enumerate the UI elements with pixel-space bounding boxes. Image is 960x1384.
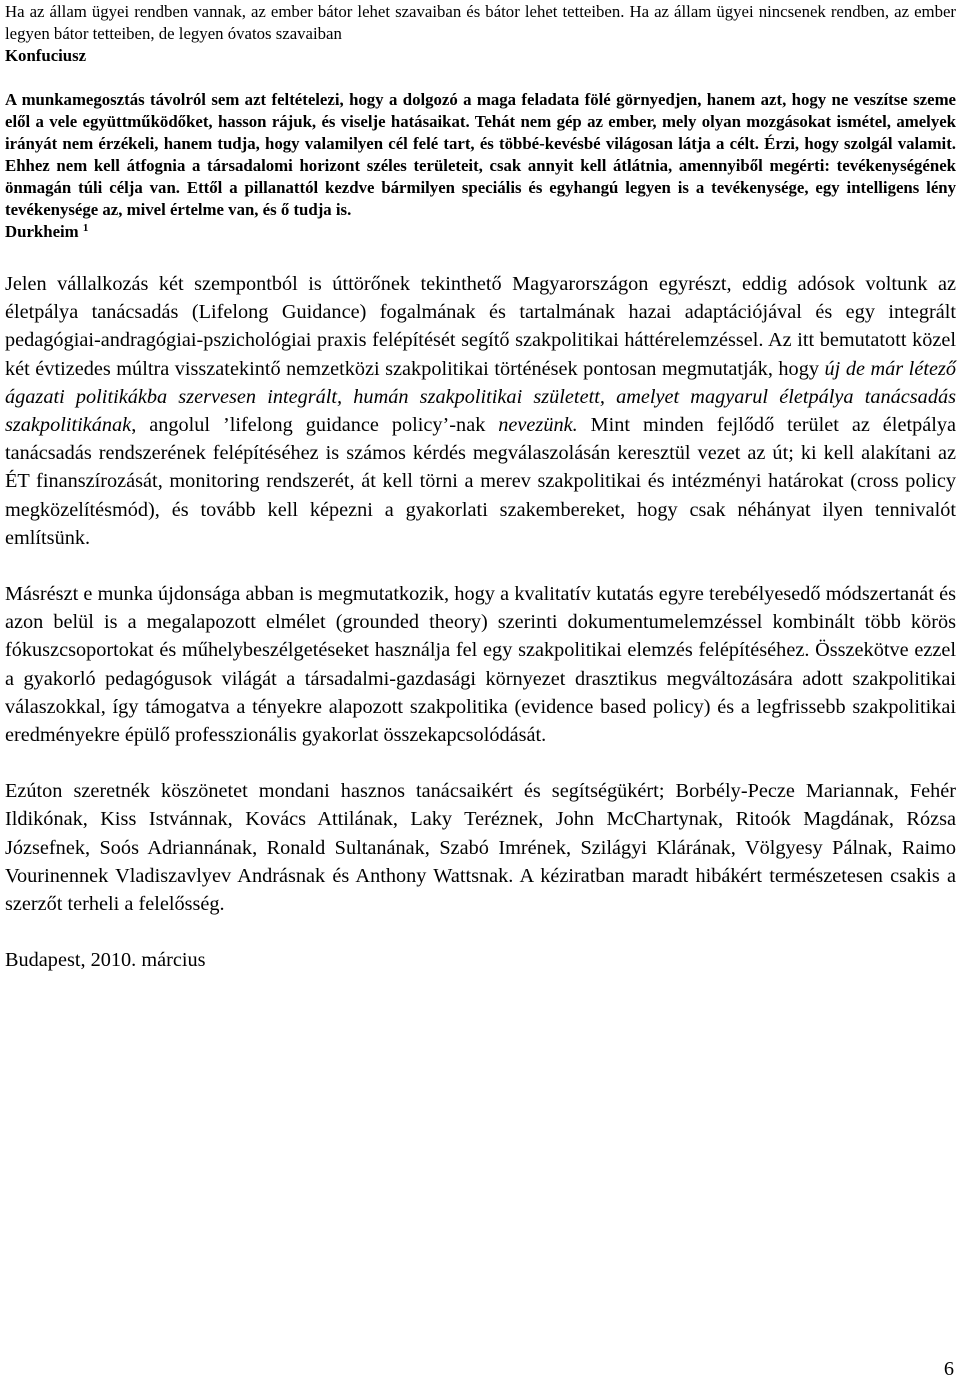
paragraph-intro-part-a: Jelen vállalkozás két szempontból is úttörőnek tekinthető Magyarországon egyrészt, eddig adósok voltunk az életpálya tanácsadás (Lifelong Guidance) fogalmának és tartalmának hazai adaptációjával és egy integrált pedagógiai-andragógiai-pszichológiai praxis felépítését segítő szakpolitikai háttérelemzéssel. Az itt bemutatott közel két évtizedes múltra visszatekintő nemzetközi szakpolitikai történések pontosan megmutatják, hogy: [5, 273, 956, 380]
paragraph-acknowledgements: Ezúton szeretnék köszönetet mondani hasznos tanácsaikért és segítségükért; Borbély-Pecze Mariannak, Fehér Ildikónak, Kiss Istvánnak, Kovács Attilának, Laky Teréznek, John McChartynak, Ritoók Magdának, Rózsa Józsefnek, Soós Adriannának, Ronald Sultanának, Szabó Imrének, Szilágyi Klárának, Völgyesy Pálnak, Raimo Vourinennek Vladiszavlyev Andrásnak és Anthony Wattsnak. A kéziratban maradt hibákért természetesen csakis a szerzőt terheli a felelősség.: [5, 780, 956, 916]
footnote-marker: 1: [82, 222, 89, 234]
paragraph-intro-part-b: , angolul ’lifelong guidance policy’-nak: [131, 414, 499, 437]
epigraph-confucius-author: Konfuciusz: [5, 46, 87, 65]
document-page: [5, 0, 956, 974]
epigraph-durkheim-author: [5, 221, 956, 243]
epigraph-durkheim-body: A munkamegosztás távolról sem azt feltételezi, hogy a dolgozó a maga feladata fölé görnyedjen, hanem azt, hogy ne veszítse szeme elől a vele együttműködőket, hasson rájuk, és viselje hatásaikat. Tehát nem gép az ember, mely olyan mozgásokat ismétel, amelyek irányát nem érzékeli, hanem tudja, hogy valamilyen cél felé tart, és többé-kevésbé világosan látja a célt. Érzi, hogy szolgál valamit. Ehhez nem kell átfognia a társadalomi horizont széles területeit, csak annyit kell átlátnia, amennyiből megérti: tevékenységének önmagán túli célja van. Ettől a pillanattól kezdve bármilyen speciális és egyhangú legyen is a tevékenysége, egy intelligens lény tevékenysége az, mivel értelme van, és ő tudja is.: [5, 90, 956, 219]
paragraph-intro-italic-1: új de már létező ágazati politikákba szervesen integrált, humán szakpolitikai született, amelyet magyarul életpálya tanácsadás szakpolitikának: [5, 357, 956, 437]
paragraph-intro-italic-2: nevezünk.: [498, 414, 578, 437]
epigraph-confucius-text: Ha az állam ügyei rendben vannak, az ember bátor lehet szavaiban és bátor lehet tetteiben. Ha az állam ügyei nincsenek rendben, az ember legyen bátor tetteiben, de legyen óvatos szavaiban: [5, 2, 956, 43]
durkheim-name: Durkheim: [5, 222, 79, 241]
epigraph-durkheim-text: [5, 89, 956, 221]
page-number: 6: [943, 1358, 954, 1380]
paragraph-method: Másrészt e munka újdonsága abban is megmutatkozik, hogy a kvalitatív kutatás egyre terebélyesedő módszertanát és azon belül is a megalapozott elmélet (grounded theory) szerinti dokumentumelemzéssel kombinált több körös fókuszcsoportokat és műhelybeszélgetéseket használja fel egy szakpolitikai elemzés felépítéséhez. Összekötve ezzel a gyakorló pedagógusok világát a társadalmi-gazdasági környezet drasztikus megváltozására adott szakpolitikai válaszokkal, így támogatva a tényekre alapozott szakpolitika (evidence based policy) és a legfrissebb szakpolitikai eredményekre épülő professzionális gyakorlat összekapcsolódását.: [5, 583, 956, 747]
paragraph-intro: [5, 270, 956, 552]
place-date: Budapest, 2010. március: [5, 949, 206, 972]
paragraph-intro-part-c: Mint minden fejlődő terület az életpálya tanácsadás rendszerének felépítéséhez is számos kérdés megválaszolásán keresztül vezet az út; ki kell alakítani az ÉT finanszírozását, monitoring rendszerét, át kell törni a merev szakpolitikai és intézményi határokat (cross policy megközelítésmód), és tovább kell képezni a gyakorlati szakembereket, hogy csak néhányat ilyen tennivalót említsünk.: [5, 414, 956, 549]
